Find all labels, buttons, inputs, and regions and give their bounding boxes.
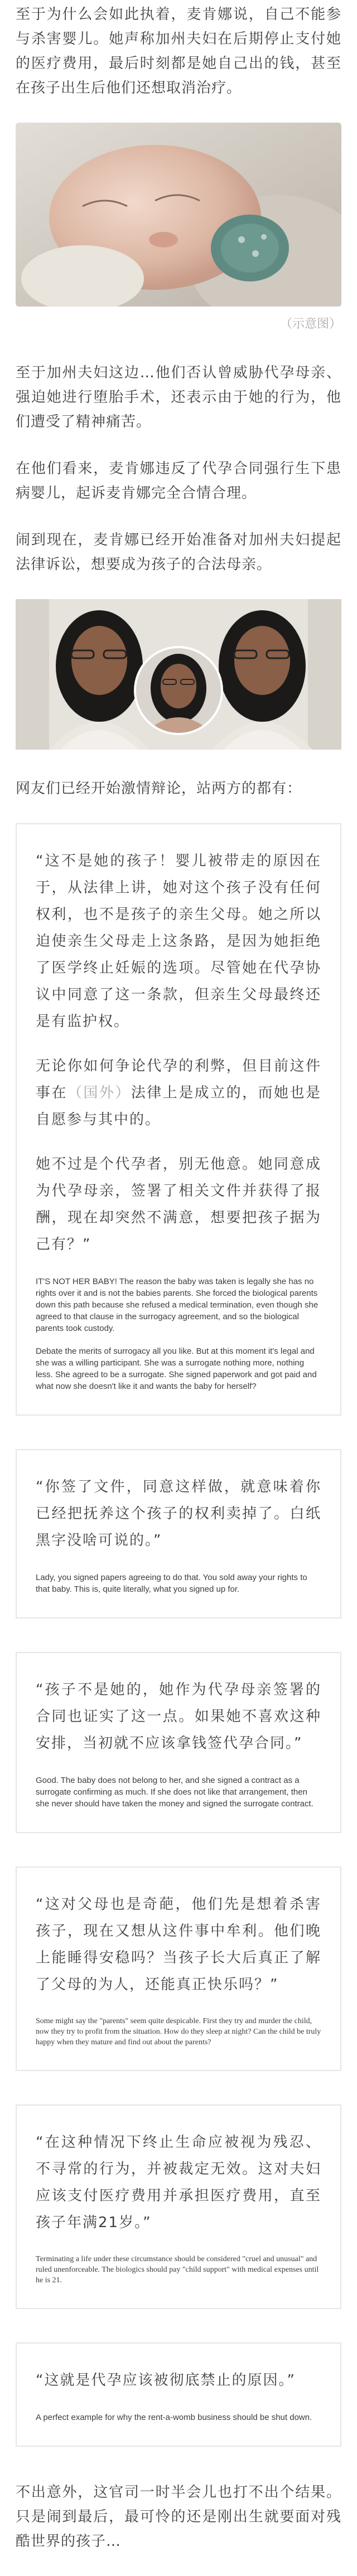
quote-cn [36,1053,321,1133]
baby-photo-image [16,123,341,307]
quote-cn: 她不过是个代孕者，别无他意。她同意成为代孕母亲，签署了相关文件并获得了报酬，现在却突然不满意，想要把孩子据为己有？” [36,1156,321,1253]
quote-en: A perfect example for why the rent-a-womb business should be shut down. [36,2413,312,2422]
quote-card [16,1867,341,2071]
quote-cn-segment: 法律上是成立的，而她也是自愿参与其中的。 [36,1085,321,1128]
quote-cn-gray-note: （国外） [67,1085,131,1101]
quote-cn: “你签了文件，同意这样做，就意味着你已经把抚养这个孩子的权利卖掉了。白纸黑字没啥可说的。” [36,1479,321,1549]
paragraph-couple-response: 至于加州夫妇这边…他们否认曾威胁代孕母亲、强迫她进行堕胎手术，还表示由于她的行为，他们遭受了精神痛苦。 [16,364,341,430]
paragraph-lawsuit: 闹到现在，麦肯娜已经开始准备对加州夫妇提起法律诉讼，想要成为孩子的合法母亲。 [16,532,341,573]
quote-cn: “这不是她的孩子！婴儿被带走的原因在于，从法律上讲，她对这个孩子没有任何权利，也不是孩子的亲生父母。她之所以迫使亲生父母走上这条路，是因为她拒绝了医学终止妊娠的选项。尽管她在代孕协议中同意了这一条款，但亲生父母最终还是有监护权。 [36,853,321,1030]
closing-paragraph: 不出意外，这官司一时半会儿也打不出个结果。只是闹到最后，最可怜的还是刚出生就要面对残酷世界的孩子… [16,2484,341,2550]
quote-cn: “这就是代孕应该被彻底禁止的原因。” [36,2372,296,2389]
quote-en: IT'S NOT HER BABY! The reason the baby was taken is legally she has no rights over it and is not the babies parents. She forced the biological parents down this path because she refused a medical termination, even though she agreed to that clause in the surrogacy agreement, and so the biological parents took custody. [36,1277,319,1333]
quote-en: Lady, you signed papers agreeing to do that. You sold away your rights to that baby. This is, quite literally, what you signed up for. [36,1573,307,1594]
quote-card [16,1652,341,1833]
video-screenshot [16,599,341,750]
quote-card [16,1449,341,1618]
quote-cn: “孩子不是她的，她作为代孕母亲签署的合同也证实了这一点。如果她不喜欢这种安排，当初就不应该拿钱签代孕合同。” [36,1681,321,1752]
quote-card [16,823,341,1416]
photo-caption: （示意图） [279,317,341,331]
paragraph-couple-view: 在他们看来，麦肯娜违反了代孕合同强行生下患病婴儿，起诉麦肯娜完全合情合理。 [16,460,341,502]
intro-paragraph: 至于为什么会如此执着，麦肯娜说，自己不能参与杀害婴儿。她声称加州夫妇在后期停止支付她的医疗费用，最后时刻都是她自己出的钱，甚至在孩子出生后他们还想取消治疗。 [16,6,341,96]
quote-cn-segment: 无论你如何争论代孕的利弊，但目前这件事在 [36,1058,321,1101]
quote-cn: “在这种情况下终止生命应被视为残忍、不寻常的行为，并被裁定无效。这对夫妇应该支付医疗费用并承担医疗费用，直至孩子年满21岁。” [36,2134,321,2231]
paragraph-debate-intro: 网友们已经开始激情辩论，站两方的都有： [16,780,302,797]
quote-en: Debate the merits of surrogacy all you like. But at this moment it's legal and she was a willing participant. She was a surrogate nothing more, nothing less. She agreed to be a surrogate. She signed paperwork and got paid and what now she doesn't like it and wants the baby for herself? [36,1347,317,1391]
quote-cn: “这对父母也是奇葩，他们先是想着杀害孩子，现在又想从这件事中牟利。他们晚上能睡得安稳吗？当孩子长大后真正了解了父母的为人，还能真正快乐吗？” [36,1896,321,1993]
quote-en: Terminating a life under these circumstance should be considered "cruel and unusual" and ruled unenforceable. The biologics should pay "child support" with medical expenses until he is 21. [36,2255,319,2285]
quote-en: Good. The baby does not belong to her, and she signed a contract as a surrogate confirming as much. If she does not like that arrangement, then she never should have taken the money and signed the surrogate contract. [36,1776,313,1809]
video-inset-portrait [134,646,223,735]
quote-card [16,2104,341,2309]
inset-woman-image [136,648,221,733]
baby-photo [16,123,341,307]
quote-en: Some might say the "parents" seem quite despicable. First they try and murder the child, now they try to profit from the situation. How do they sleep at night? Can the child be truly happy when they mature and find out about the parents? [36,2017,321,2047]
quote-card [16,2342,341,2447]
